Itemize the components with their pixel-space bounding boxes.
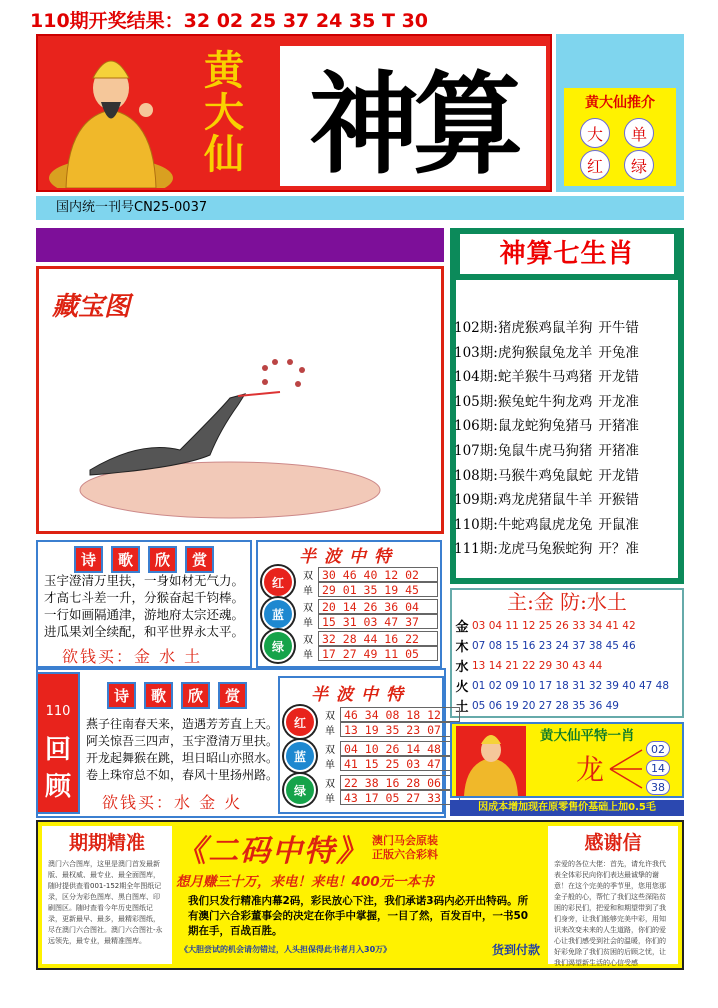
bw-numbers: 46 34 08 18 12 [340,707,460,722]
poem-head-char: 诗 [107,682,136,709]
zodiac-row [454,341,639,361]
bw-label: 双 [303,603,313,614]
arrow-lines-icon [608,744,646,794]
element-numbers: 07 08 15 16 23 24 37 38 45 46 [472,639,636,652]
element-numbers: 13 14 21 22 29 30 43 44 [472,659,603,672]
element-row [452,616,636,635]
poem-line: 开龙起舞猴在跳，坦日昭山亦照水。 [86,751,279,765]
deity-small-illustration [456,726,526,796]
bottom-right-text: 亲爱的各位大佬：首先，请允许我代表全体彩民向你们表达最诚挚的谢意！在这个完美的季节里，您用您那金子般的心，帮忙了我们这些深陷贫困的彩民们，把爱和和期望带到了我们身旁，让我们能够完美中彩，用知识来改变未来的人生道路，你们的爱心让我们感受到社会的温暖，你们的好彩免除了我们贫困的后顾之忧，让我们渴望新生活的心信受感 [554,860,666,967]
zodiac-row [454,316,639,336]
brand-vertical [184,47,264,180]
zodiac-row [454,414,639,434]
poem-head [40,546,248,573]
zodiac-issue: 102期: [454,320,498,336]
zodiac-animals: 蛇羊猴牛马鸡猪 [497,369,593,386]
zodiac-open: 开？准 [598,541,639,558]
bw-group [262,598,438,630]
zodiac-open: 开兔准 [598,344,639,361]
pingte-num: 14 [646,760,670,776]
bottom-mid-side: 正版六合彩料 [372,848,438,861]
bottom-right-col [548,826,678,967]
bw-label: 单 [325,760,335,771]
zodiac-row [454,537,639,557]
poem-head-char: 歌 [144,682,173,709]
poem-line: 才高七斗差一升，分猴奋起千钧棒。 [44,590,245,605]
pingte-animal: 龙 [576,753,605,786]
element-row [452,656,602,675]
zodiac-title: 神算七生肖 [460,234,674,274]
zodiac-row [454,439,639,459]
poem-head-char: 赏 [185,546,214,573]
bw-label: 单 [325,726,335,737]
review-label [36,672,80,814]
poem-head-char: 赏 [218,682,247,709]
zodiac-animals: 鼠龙蛇狗兔猪马 [497,418,593,435]
bw-numbers: 13 19 35 23 07 [340,722,460,737]
bottom-left-col [42,826,172,964]
issn-bar: 国内统一刊号CN25-0037 [36,196,684,220]
zodiac-open: 开猪准 [598,443,639,459]
bw-group [262,566,438,598]
element-key: 金 [455,620,469,635]
bw-color-dot: 红 [284,706,316,738]
brand-char: 大 [204,89,244,136]
zodiac-animals: 鸡龙虎猪鼠牛羊 [497,492,593,509]
bw-label: 双 [325,711,335,722]
bottom-right-title: 感谢信 [584,832,642,854]
bottom-mid-foot: 《大胆尝试的机会请勿错过，人头担保得此书者月入30万》 [180,945,392,954]
bw-numbers: 15 31 03 47 37 [318,614,438,629]
poem-lines [86,716,278,784]
zodiac-issue: 108期: [454,467,498,484]
bottom-mid-slogan: 想月赚三十万，来电！来电！400元一本书 [176,874,434,890]
poem-head [84,682,270,709]
bw-label: 双 [325,779,335,790]
zodiac-issue: 104期: [454,369,498,386]
bw-label: 单 [303,586,313,597]
bw-group [284,706,460,738]
bw-group [284,774,460,806]
review-char: 回 [44,735,71,765]
element-key: 火 [455,680,469,695]
bw-color-dot: 蓝 [262,598,294,630]
zodiac-animals: 虎狗猴鼠兔龙羊 [497,344,593,361]
poem-head-char: 诗 [74,546,103,573]
zodiac-row [454,365,639,385]
bottom-mid-col [176,826,544,964]
review-issue: 110 [45,704,71,719]
poem-line: 阿关惊吾三四声，玉宇澄清万里扶。 [86,734,279,748]
poem-line: 卷上珠帘总不如，春风十里扬州路。 [86,768,279,782]
element-numbers: 01 02 09 10 17 18 31 32 39 40 47 48 [472,679,670,692]
zodiac-animals: 兔鼠牛虎马狗猪 [497,443,593,459]
result-line: 110期开奖结果：32 02 25 37 24 35 T 30 [30,10,429,32]
zodiac-issue: 109期: [454,492,498,509]
pingte-title: 黄大仙平特一肖 [540,728,635,744]
bw-numbers: 43 17 05 27 33 [340,790,460,805]
bw-title: 半波中特 [311,685,411,705]
element-row [452,636,636,655]
zodiac-open: 开猴错 [598,492,639,509]
bw-numbers: 29 01 35 19 45 [318,582,438,597]
zodiac-issue: 111期: [454,541,498,558]
bw-color-dot: 红 [262,566,294,598]
bottom-mid-side: 澳门马会原装 [372,834,438,847]
poem-head-char: 欣 [181,682,210,709]
review-char: 顾 [44,772,71,802]
zodiac-animals: 龙虎马兔猴蛇狗 [497,541,593,558]
buy-line: 欲钱买：水 金 火 [102,793,243,812]
zodiac-animals: 牛蛇鸡鼠虎龙兔 [497,516,593,533]
element-row [452,676,669,695]
bw-label: 单 [303,618,313,629]
recommend-circle: 绿 [624,150,654,180]
element-key: 水 [455,660,469,675]
bw-label: 单 [303,650,313,661]
notice-bar: 因成本增加现在原零售价基础上加0.5毛 [450,800,684,816]
bottom-mid-title: 《二码中特》 [176,834,368,869]
bottom-mid-body: 我们只发行精准内幕2码，彩民放心下注，我们承诺3码内必开出特码。所有澳门六合彩董事会的决定在你手中掌握，一目了然，百发百中，一书50期在手，百战百胜。 [188,895,529,937]
purple-banner [36,228,444,262]
poem-head-char: 欣 [148,546,177,573]
recommend-title: 黄大仙推介 [585,95,655,111]
bw-color-dot: 绿 [284,774,316,806]
zodiac-animals: 马猴牛鸡兔鼠蛇 [497,467,593,484]
pingte-num: 02 [646,741,670,757]
bw-numbers: 04 10 26 14 48 [340,741,460,756]
bw-color-dot: 绿 [262,630,294,662]
zodiac-open: 开龙错 [598,369,639,386]
buy-line: 欲钱买：金 水 土 [62,647,203,666]
zodiac-animals: 猪虎猴鸡鼠羊狗 [497,320,593,336]
poem-line: 进瓜果刘全续配，和平世界永太平。 [44,624,245,639]
bw-group [262,630,438,662]
bw-label: 双 [303,635,313,646]
pingte-num: 38 [646,779,670,795]
recommend-circle: 红 [580,150,610,180]
zodiac-open: 开鼠准 [598,516,639,533]
bottom-mid-pay: 货到付款 [491,943,540,957]
zodiac-row [454,464,639,484]
bw-label: 双 [303,571,313,582]
zodiac-issue: 110期: [454,516,498,533]
zodiac-issue: 106期: [454,418,498,435]
poem-line: 一行如画隔通津，游地府太宗还魂。 [44,607,245,622]
bw-color-dot: 蓝 [284,740,316,772]
zodiac-row [454,513,639,533]
main-title: 神算 [280,46,546,186]
element-numbers: 05 06 19 20 27 28 35 36 49 [472,699,619,712]
treasure-map-title: 藏宝图 [52,292,131,322]
bw-title: 半波中特 [299,547,399,567]
elements-title: 主:金 防:水土 [507,590,627,614]
poem-line: 燕子往南春天来，造遇芳芳直上天。 [86,717,279,731]
lizard-illustration [60,350,390,520]
bottom-left-title: 期期精准 [68,832,145,854]
brand-char: 仙 [204,131,244,178]
poem-lines [44,572,244,640]
zodiac-open: 开龙准 [598,393,639,410]
zodiac-open: 开牛错 [598,320,639,336]
element-numbers: 03 04 11 12 25 26 33 34 41 42 [472,619,636,632]
bw-group [284,740,460,772]
zodiac-row [454,390,639,410]
poem-line: 玉宇澄清万里扶，一身如材无气力。 [44,573,245,588]
bw-label: 双 [325,745,335,756]
zodiac-issue: 105期: [454,393,498,410]
bw-numbers: 30 46 40 12 02 [318,567,438,582]
zodiac-issue: 107期: [454,443,498,459]
zodiac-animals: 猴兔蛇牛狗龙鸡 [497,393,593,410]
bw-label: 单 [325,794,335,805]
bw-numbers: 41 15 25 03 47 [340,756,460,771]
recommend-circle: 单 [624,118,654,148]
bottom-left-text: 澳门六合图库，这里是澳门首发最新版、最权威、最专业、最全面图库，随时提供查看001-152期全年图纸记录，区分为彩色图库、黑白图库、印刷图区。随时查看今年历史图纸记录，更新最早、最多，最精彩图纸，尽在澳门六合图社。澳门六合图社-永远领先，最专业，最精准图库。 [48,860,163,945]
element-key: 土 [455,700,469,715]
zodiac-open: 开猪准 [598,418,639,435]
poem-head-char: 歌 [111,546,140,573]
element-key: 木 [455,640,469,655]
bw-numbers: 32 28 44 16 22 [318,631,438,646]
element-row [452,696,619,715]
recommend-circle: 大 [580,118,610,148]
bw-numbers: 17 27 49 11 05 [318,646,438,661]
zodiac-open: 开龙错 [598,467,639,484]
bw-numbers: 22 38 16 28 06 [340,775,460,790]
zodiac-row [454,488,639,508]
zodiac-issue: 103期: [454,344,498,361]
deity-illustration [46,40,176,188]
bw-numbers: 20 14 26 36 04 [318,599,438,614]
brand-char: 黄 [204,47,244,94]
